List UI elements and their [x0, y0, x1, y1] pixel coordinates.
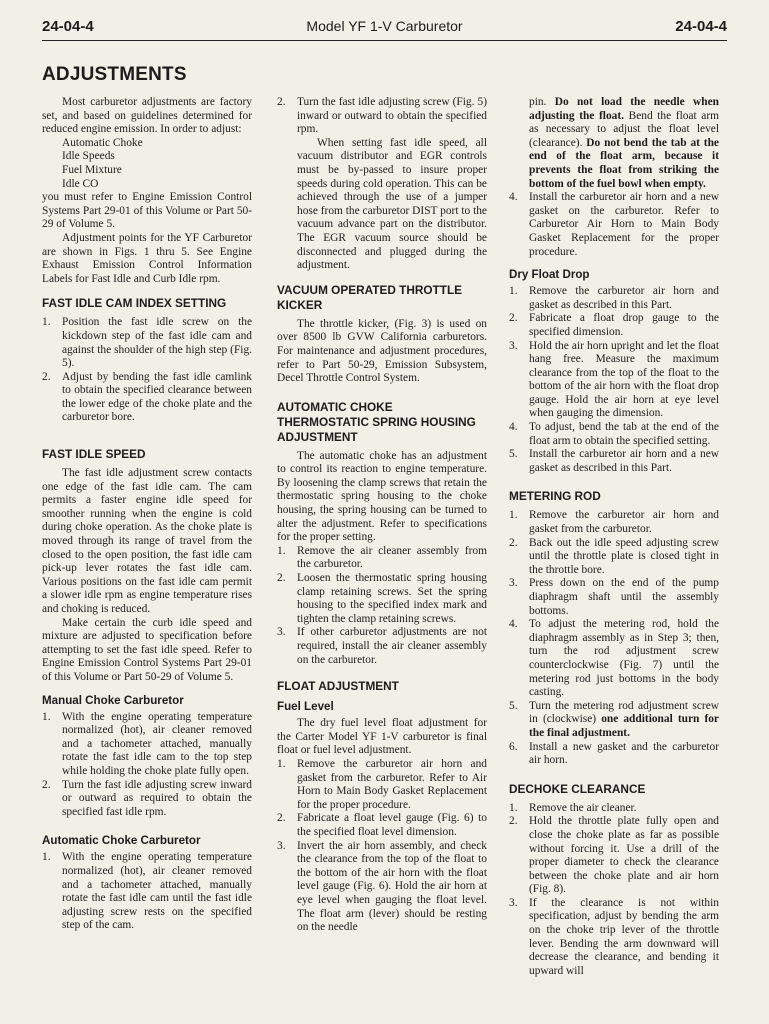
list-item: 3. If other carburetor adjustments are not required, install the air cleaner assembly on the carburetor.	[277, 626, 487, 666]
list-item: 1. Remove the carburetor air horn and gasket as described in this Part.	[509, 285, 719, 311]
list-item: Automatic Choke	[62, 136, 143, 149]
step-list	[277, 545, 487, 667]
paragraph: When setting fast idle speed, all vacuum distributor and EGR controls must be by-passed to insure proper speeds during cold operation. This can be achieved through the use of a jumper hose from the carburetor DIST port to the vacuum advance part on the distributor. The EGR vacuum source should be disconnected and plugged during the adjustment.	[297, 136, 487, 272]
list-item: 5. Turn the metering rod adjustment screw in (clockwise) one additional turn for the final adjustment.	[509, 699, 719, 739]
list-item: 1. Remove the carburetor air horn and gasket from the carburetor. Refer to Air Horn to Main Body Gasket Replacement for the proper procedure.	[277, 757, 487, 811]
paragraph: The fast idle adjustment screw contacts one edge of the fast idle cam. The cam permits a faster engine idle speed for smoother running when the engine is cold during choke operation. As the choke plate is moved through its range of travel from the closed to the open position, the fast idle cam pick-up lever rotates the fast idle cam. Various positions on the fast idle cam permit a slower idle rpm as engine temperature rises and choking is reduced.	[42, 467, 252, 615]
heading-choke-housing: AUTOMATIC CHOKE THERMOSTATIC SPRING HOUSING ADJUSTMENT	[277, 399, 476, 444]
list-item: 1. Remove the air cleaner.	[509, 801, 637, 814]
page-number-left: 24-04-4	[42, 18, 94, 35]
list-item: 1. Remove the air cleaner assembly from the carburetor.	[277, 544, 487, 571]
list-item: 3. If the clearance is not within specification, adjust by bending the arm on the choke trip lever of the throttle lever. Bending the arm downward will decrease the clearance, and bending it upward will	[509, 896, 719, 977]
paragraph: pin. Do not load the needle when adjusting the float. Bend the float arm as necessary to adjust the float level (clearance). Do not bend the tab at the end of the float arm, because it prevents the float from striking the bottom of the fuel bowl when empty.	[529, 96, 719, 190]
step-list	[42, 711, 252, 820]
heading-automatic-choke: Automatic Choke Carburetor	[42, 834, 201, 848]
paragraph: you must refer to Engine Emission Control Systems Part 29-01 of this Volume or Part 50-29 of Volume 5.	[42, 191, 252, 231]
list-item: 3. Hold the air horn upright and let the float hang free. Measure the maximum clearance from the top of the float to the bottom of the air horn with the float drop gauge. Hold the air horn at eye level when gauging the dimension.	[509, 339, 719, 420]
step-list	[509, 285, 719, 475]
paragraph: Adjustment points for the YF Carburetor are shown in Figs. 1 thru 5. See Engine Exhaust Emission Control Information Labels for Fast Idle and Curb Idle rpm.	[42, 231, 252, 285]
list-item: 5. Install the carburetor air horn and a new gasket as described in this Part.	[509, 448, 719, 474]
column-3	[509, 96, 719, 978]
section-title: ADJUSTMENTS	[42, 64, 187, 85]
heading-fuel-level: Fuel Level	[277, 700, 334, 714]
list-item: 2. Turn the fast idle adjusting screw (Fig. 5) inward or outward to obtain the specified rpm.	[277, 96, 487, 136]
paragraph: Make certain the curb idle speed and mixture are adjusted to specification before attempting to set the fast idle speed. Refer to Engine Emission Control Systems Part 29-01 of this Volume or Part 50-29 of Volume 5.	[42, 616, 252, 683]
paragraph: The dry fuel level float adjustment for the Carter Model YF 1-V carburetor is final float or fuel level adjustment.	[277, 717, 487, 757]
paragraph: The automatic choke has an adjustment to control its reaction to engine temperature. By loosening the clamp screws that retain the thermostatic spring housing to the choke housing, the spring housing can be turned to alter the adjustment. Refer to specifications for the proper setting.	[277, 449, 487, 544]
paragraph: Most carburetor adjustments are factory set, and based on guidelines determined for reduced engine emission. In order to adjust:	[42, 96, 252, 136]
paragraph: The throttle kicker, (Fig. 3) is used on over 8500 lb GVW California carburetors. For maintenance and adjustment procedures, refer to Part 50-29, Emission Subsystem, Decel Throttle Control System.	[277, 317, 487, 385]
heading-fast-idle-cam: FAST IDLE CAM INDEX SETTING	[42, 296, 227, 311]
column-1	[42, 96, 252, 933]
list-item: 2. Adjust by bending the fast idle camlink to obtain the specified clearance between the lower edge of the choke plate and the carburetor bore.	[42, 370, 252, 424]
list-item: 4. To adjust the metering rod, hold the diaphragm assembly as in Step 3; then, turn the rod adjustment screw counterclockwise (Fig. 7) until the metering rod just bottoms in the body casting.	[509, 618, 719, 699]
step-list	[42, 851, 252, 933]
heading-fast-idle-speed: FAST IDLE SPEED	[42, 447, 146, 462]
list-item: 1. Position the fast idle screw on the kickdown step of the fast idle cam and against the shoulder of the high step (Fig. 5).	[42, 316, 252, 370]
list-item: 2. Turn the fast idle adjusting screw inward or outward as required to obtain the specified fast idle rpm.	[42, 778, 252, 818]
list-item: 2. Hold the throttle plate fully open and close the choke plate as far as possible without forcing it. Use a drill of the proper diameter to check the clearance between the choke plate and air horn (Fig. 8).	[509, 815, 719, 896]
page-header	[42, 16, 727, 41]
heading-metering-rod: METERING ROD	[509, 489, 601, 504]
step-list	[509, 509, 719, 767]
list-item: 1. With the engine operating temperature normalized (hot), air cleaner removed and a tachometer attached, manually rotate the fast idle cam to the top step while holding the choke plate fully open.	[42, 710, 252, 777]
step-list	[277, 758, 487, 935]
list-item: 6. Install a new gasket and the carburetor air horn.	[509, 740, 719, 767]
list-item: 2. Fabricate a float drop gauge to the specified dimension.	[509, 312, 719, 338]
list-item: 2. Loosen the thermostatic spring housing clamp retaining screws. Set the spring housing to the specified index mark and tighten the clamp retaining screws.	[277, 572, 487, 625]
list-item: Idle Speeds	[62, 150, 115, 163]
heading-dry-float-drop: Dry Float Drop	[509, 268, 590, 282]
list-item: 1. Remove the carburetor air horn and gasket from the carburetor.	[509, 509, 719, 536]
list-item: 3. Invert the air horn assembly, and check the clearance from the top of the float to the bottom of the air horn with the float level gauge (Fig. 6). Hold the air horn at eye level when gauging the float level. The float arm (lever) should be resting on the needle	[277, 839, 487, 934]
list-item: 2. Fabricate a float level gauge (Fig. 6) to the specified float level dimension.	[277, 812, 487, 838]
heading-float-adjustment: FLOAT ADJUSTMENT	[277, 679, 399, 694]
list-item: Fuel Mixture	[62, 163, 122, 176]
page-number-right: 24-04-4	[675, 18, 727, 35]
list-item: 2. Back out the idle speed adjusting screw until the throttle plate is closed tight in the throttle bore.	[509, 536, 719, 576]
heading-manual-choke: Manual Choke Carburetor	[42, 693, 184, 707]
column-2	[277, 96, 487, 935]
heading-vacuum-kicker: VACUUM OPERATED THROTTLE KICKER	[277, 282, 463, 312]
list-item: 4. To adjust, bend the tab at the end of the float arm to obtain the specified setting.	[509, 421, 719, 447]
step-list	[42, 316, 252, 425]
list-item: 1. With the engine operating temperature normalized (hot), air cleaner removed and a tachometer attached, manually rotate the fast idle cam until the fast idle adjusting screw rests on the specified step of the cam.	[42, 851, 252, 932]
list-item: 4. Install the carburetor air horn and a new gasket on the carburetor. Refer to Carburetor Air Horn to Main Body Gasket Replacement for the proper procedure.	[509, 191, 719, 258]
step-list	[509, 191, 719, 259]
list-item: Idle CO	[62, 177, 99, 190]
running-title: Model YF 1-V Carburetor	[306, 18, 463, 34]
heading-dechoke-clearance: DECHOKE CLEARANCE	[509, 781, 646, 796]
list-item: 3. Press down on the end of the pump diaphragm shaft until the assembly bottoms.	[509, 577, 719, 617]
step-list	[509, 802, 719, 979]
step-list	[277, 96, 487, 137]
